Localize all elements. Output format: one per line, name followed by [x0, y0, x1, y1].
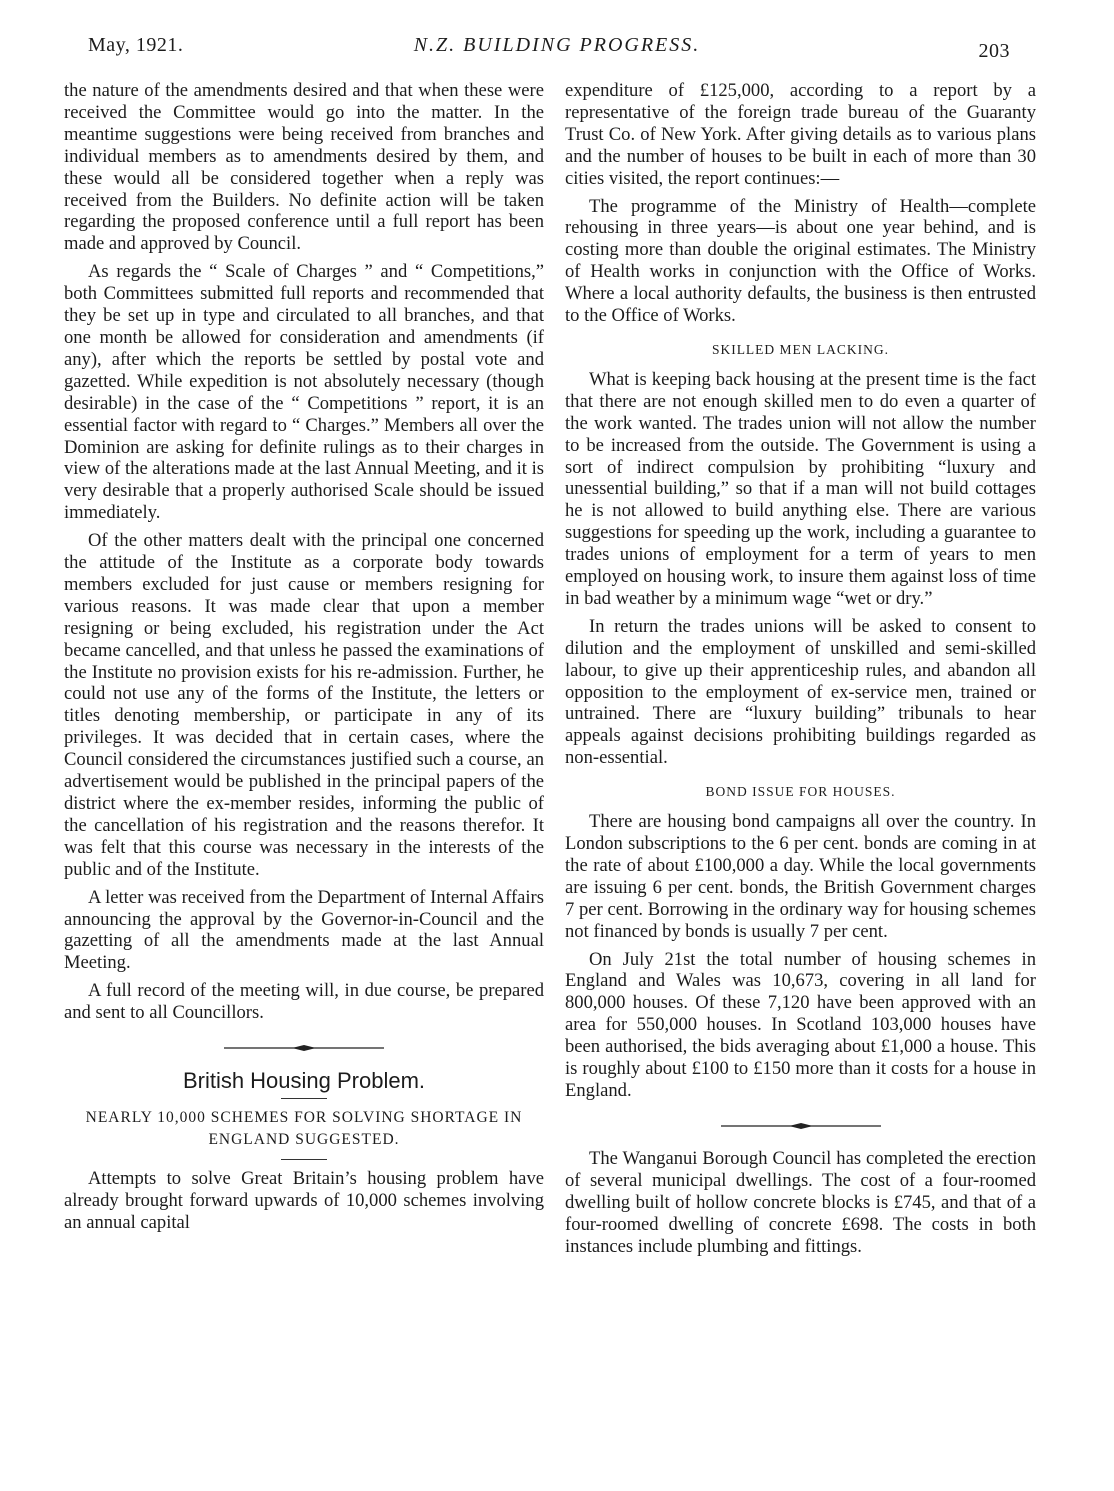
paragraph: There are housing bond campaigns all over the country. In London subscriptions to the 6 per cent. bonds are coming in at the rate of about £100,000 a day. While the local governments are issuing 6 per cent. bonds, the British Government charges 7 per cent. Borrowing in the ordinary way for housing schemes not financed by bonds is usually 7 per cent.	[565, 811, 1036, 942]
divider	[281, 1098, 327, 1099]
right-column	[565, 80, 1036, 1263]
paragraph: expenditure of £125,000, according to a report by a representative of the foreign trade bureau of the Guaranty Trust Co. of New York. After giving details as to various plans and the number of houses to be built in each of more than 30 cities visited, the report continues:—	[565, 80, 1036, 189]
section-heading: SKILLED MEN LACKING.	[711, 341, 890, 357]
section-heading: BOND ISSUE FOR HOUSES.	[705, 784, 896, 800]
article-title: British Housing Problem.	[182, 1068, 426, 1094]
paragraph: On July 21st the total number of housing schemes in England and Wales was 10,673, covering in all land for 800,000 houses. Of these 7,120 have been approved with an area for 550,000 houses. In Scotland 103,000 houses have been authorised, the bids averaging about £1,000 a house. This is roughly about £100 to £150 more than it costs for a house in England.	[565, 948, 1036, 1101]
page-number: 203	[978, 40, 1010, 62]
article-subtitle: NEARLY 10,000 SCHEMES FOR SOLVING SHORTAGE IN ENGLAND SUGGESTED.	[85, 1108, 523, 1148]
issue-date: May, 1921.	[88, 34, 184, 56]
paragraph: the nature of the amendments desired and that when these were received the Committee would go into the matter. In the meantime suggestions were being received from branches and individual members as to amendments desired by them, and these would all be considered together when a reply was received from the Builders. No definite action will be taken regarding the proposed conference until a full report has been made and approved by Council.	[64, 80, 544, 255]
paragraph: Attempts to solve Great Britain’s housing problem have already brought forward upwards of 10,000 schemes involving an annual capital	[64, 1167, 544, 1233]
paragraph: A letter was received from the Department of Internal Affairs announcing the approval by the Governor-in-Council and the gazetting of all the amendments made at the last Annual Meeting.	[64, 886, 544, 974]
paragraph: The Wanganui Borough Council has completed the erection of several municipal dwellings. The cost of a four-roomed dwelling built of hollow concrete blocks is £745, and that of a four-roomed dwelling of concrete £698. The costs in both instances include plumbing and fittings.	[565, 1147, 1036, 1257]
paragraph: The programme of the Ministry of Health—complete rehousing in three years—is about one year behind, and is costing more than double the original estimates. The Ministry of Health works in conjunction with the Office of Works. Where a local authority defaults, the business is then entrusted to the Office of Works.	[565, 195, 1036, 327]
ornamental-divider	[721, 1122, 881, 1130]
left-column	[64, 80, 544, 1240]
journal-title: N.Z. BUILDING PROGRESS.	[413, 34, 701, 56]
paragraph: Of the other matters dealt with the principal one concerned the attitude of the Institute as a corporate body towards members excluded for just cause or members resigning for various reasons. It was made clear that upon a member resigning or being excluded, his registration under the Act became cancelled, and that unless he passed the examinations of the Institute no provision exists for his re-admission. Further, he could not use any of the forms of the Institute, the letters or titles denoting membership, or participate in any of its privileges. It was decided that in certain cases, where the Council considered the circumstances justified such a course, an advertisement would be published in the principal papers of the district where the ex-member resides, informing the public of the cancellation of his registration and the reasons therefor. It was felt that this course was necessary in the interests of the public and of the Institute.	[64, 530, 544, 880]
ornamental-divider	[224, 1044, 384, 1052]
paragraph: In return the trades unions will be asked to consent to dilution and the employment of unskilled and semi-skilled labour, to give up their apprenticeship rules, and abandon all opposition to the employment of ex-service men, trained or untrained. There are “luxury building” tribunals to hear appeals against decisions prohibiting buildings regarded as non-essential.	[565, 615, 1036, 769]
paragraph: As regards the “ Scale of Charges ” and “ Competitions,” both Committees submitted full reports and recommended that they be set up in type and circulated to all branches, and that one month be allowed for consideration and amendments (if any), after which the reports be settled by postal vote and gazetted. While expedition is not absolutely necessary (though desirable) in the case of the “ Competitions ” report, it is an essential factor with regard to “ Charges.” Members all over the Dominion are asking for definite rulings as to their charges in view of the alterations made at the last Annual Meeting, and it is very desirable that a properly authorised Scale should be issued immediately.	[64, 261, 544, 524]
divider	[281, 1159, 327, 1160]
paragraph: What is keeping back housing at the present time is the fact that there are not enough skilled men to do even a quarter of the work wanted. The trades union will not allow the number to be increased from the outside. The Government is using a sort of indirect compulsion by prohibiting “luxury and unessential building,” so that if a man will not build cottages he is not allowed to build anything else. There are various suggestions for speeding up the work, including a guarantee to trades unions of employment for a term of years to men employed on housing work, to insure them against loss of time in bad weather by a minimum wage “wet or dry.”	[565, 368, 1036, 609]
paragraph: A full record of the meeting will, in due course, be prepared and sent to all Councillors.	[64, 980, 544, 1024]
